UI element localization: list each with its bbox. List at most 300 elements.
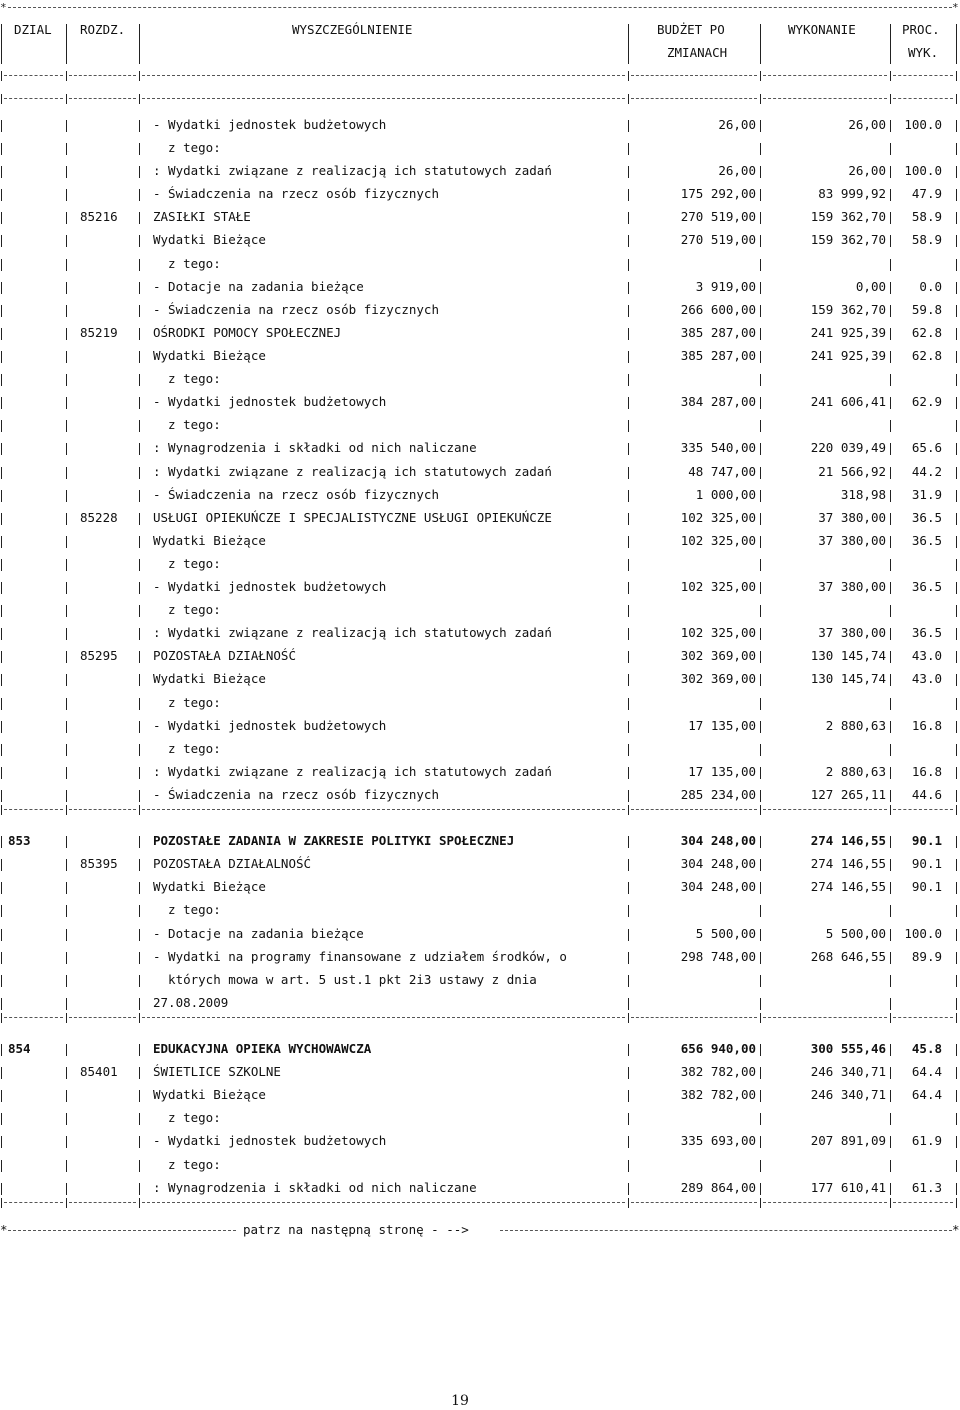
column-divider [890, 305, 891, 317]
column-divider [956, 882, 957, 894]
cell-rozdz: 85219 [80, 325, 118, 340]
cell-proc: 58.9 [911, 209, 942, 224]
column-divider [66, 120, 67, 132]
column-divider [890, 952, 891, 964]
cell-dzial [8, 440, 58, 456]
column-divider [890, 1160, 891, 1172]
column-divider [139, 628, 140, 640]
cell-proc: 43.0 [911, 671, 942, 686]
column-divider [66, 651, 67, 663]
column-divider [628, 1183, 629, 1195]
column-divider [760, 513, 761, 525]
column-divider [956, 374, 957, 386]
column-divider [66, 166, 67, 178]
row-separator [0, 93, 960, 105]
column-divider [890, 351, 891, 363]
cell-rozdz [80, 602, 132, 618]
column-divider [1, 975, 2, 987]
column-divider [956, 1160, 957, 1172]
cell-wykonanie: 246 340,71 [810, 1064, 886, 1079]
cell-dzial [8, 533, 58, 549]
column-divider [890, 443, 891, 455]
column-divider [890, 767, 891, 779]
cell-wykonanie [764, 1110, 886, 1126]
column-divider [628, 1044, 629, 1056]
column-divider [66, 905, 67, 917]
column-divider [1, 71, 2, 81]
column-divider [956, 559, 957, 571]
column-divider [139, 1136, 140, 1148]
column-divider [1, 1183, 2, 1195]
column-divider [66, 374, 67, 386]
cell-proc: 64.4 [911, 1064, 942, 1079]
column-divider [760, 259, 761, 271]
column-divider [139, 975, 140, 987]
cell-opis: Wydatki Bieżące [153, 533, 266, 548]
column-divider [139, 189, 140, 201]
column-divider [1, 282, 2, 294]
cell-dzial [8, 671, 58, 687]
cell-wykonanie [764, 140, 886, 156]
cell-rozdz [80, 949, 132, 965]
column-divider [956, 1136, 957, 1148]
cell-proc [892, 972, 942, 988]
cell-opis: z tego: [153, 417, 221, 432]
cell-proc: 65.6 [911, 440, 942, 455]
cell-opis: POZOSTAŁE ZADANIA W ZAKRESIE POLITYKI SPOŁECZNEJ [153, 833, 515, 848]
header-wykonanie: WYKONANIE [788, 22, 856, 37]
column-divider [956, 1067, 957, 1079]
cell-rozdz [80, 163, 132, 179]
column-divider [956, 605, 957, 617]
column-divider [760, 24, 761, 64]
column-divider [66, 1013, 67, 1023]
column-divider [139, 805, 140, 815]
column-divider [139, 582, 140, 594]
column-divider [139, 836, 140, 848]
column-divider [1, 166, 2, 178]
header-dzial: DZIAL [14, 22, 52, 37]
column-divider [890, 628, 891, 640]
continuation-text: patrz na następną stronę - --> [243, 1222, 469, 1237]
column-divider [66, 1090, 67, 1102]
column-divider [956, 536, 957, 548]
cell-rozdz: 85295 [80, 648, 118, 663]
cell-dzial [8, 140, 58, 156]
column-divider [956, 212, 957, 224]
column-divider [956, 721, 957, 733]
column-divider [956, 744, 957, 756]
column-divider [890, 674, 891, 686]
cell-opis: - Dotacje na zadania bieżące [153, 279, 364, 294]
column-divider [139, 1183, 140, 1195]
column-divider [760, 882, 761, 894]
cell-budzet [632, 1157, 756, 1173]
cell-rozdz [80, 787, 132, 803]
column-divider [1, 1013, 2, 1023]
cell-opis: - Świadczenia na rzecz osób fizycznych [153, 302, 439, 317]
column-divider [139, 1044, 140, 1056]
column-divider [760, 767, 761, 779]
header-rozdz: ROZDZ. [80, 22, 126, 37]
column-divider [628, 559, 629, 571]
cell-wykonanie: 246 340,71 [810, 1087, 886, 1102]
column-divider [956, 467, 957, 479]
cell-dzial: 853 [8, 833, 31, 848]
column-divider [66, 744, 67, 756]
cell-dzial [8, 995, 58, 1011]
column-divider [890, 212, 891, 224]
cell-opis: - Wydatki jednostek budżetowych [153, 394, 387, 409]
column-divider [956, 674, 957, 686]
column-divider [139, 305, 140, 317]
cell-dzial [8, 510, 58, 526]
column-divider [760, 790, 761, 802]
cell-budzet: 335 540,00 [680, 440, 756, 455]
column-divider [628, 166, 629, 178]
cell-rozdz [80, 533, 132, 549]
column-divider [760, 120, 761, 132]
top-border: * * [0, 2, 959, 14]
column-divider [760, 71, 761, 81]
column-divider [760, 420, 761, 432]
cell-budzet: 302 369,00 [680, 671, 756, 686]
cell-budzet: 382 782,00 [680, 1087, 756, 1102]
column-divider [890, 744, 891, 756]
column-divider [1, 859, 2, 871]
column-divider [760, 744, 761, 756]
column-divider [66, 467, 67, 479]
column-divider [890, 905, 891, 917]
column-divider [760, 605, 761, 617]
column-divider [66, 975, 67, 987]
column-divider [628, 1113, 629, 1125]
column-divider [1, 836, 2, 848]
cell-opis: ŚWIETLICE SZKOLNE [153, 1064, 281, 1079]
column-divider [1, 420, 2, 432]
column-divider [66, 582, 67, 594]
cell-rozdz [80, 140, 132, 156]
column-divider [628, 929, 629, 941]
cell-wykonanie [764, 256, 886, 272]
cell-dzial [8, 741, 58, 757]
cell-rozdz [80, 487, 132, 503]
column-divider [139, 1198, 140, 1208]
column-divider [628, 443, 629, 455]
cell-dzial [8, 949, 58, 965]
cell-wykonanie: 274 146,55 [810, 879, 886, 894]
column-divider [760, 1198, 761, 1208]
column-divider [1, 443, 2, 455]
column-divider [139, 790, 140, 802]
cell-proc: 89.9 [911, 949, 942, 964]
cell-budzet: 102 325,00 [680, 579, 756, 594]
column-divider [628, 836, 629, 848]
column-divider [956, 259, 957, 271]
cell-dzial [8, 1133, 58, 1149]
column-divider [139, 1067, 140, 1079]
column-divider [66, 1113, 67, 1125]
cell-rozdz [80, 1041, 132, 1057]
cell-wykonanie [764, 417, 886, 433]
column-divider [760, 328, 761, 340]
cell-opis: z tego: [153, 1110, 221, 1125]
cell-proc: 62.8 [911, 348, 942, 363]
column-divider [760, 674, 761, 686]
cell-proc: 36.5 [911, 579, 942, 594]
cell-proc: 64.4 [911, 1087, 942, 1102]
cell-dzial [8, 464, 58, 480]
cell-budzet: 385 287,00 [680, 325, 756, 340]
column-divider [1, 651, 2, 663]
cell-budzet [632, 256, 756, 272]
column-divider [1, 235, 2, 247]
column-divider [760, 1067, 761, 1079]
column-divider [66, 1067, 67, 1079]
cell-proc: 47.9 [911, 186, 942, 201]
column-divider [66, 998, 67, 1010]
column-divider [760, 1044, 761, 1056]
cell-rozdz [80, 394, 132, 410]
cell-dzial [8, 394, 58, 410]
column-divider [890, 282, 891, 294]
cell-wykonanie: 274 146,55 [810, 833, 886, 848]
cell-rozdz [80, 879, 132, 895]
column-divider [760, 905, 761, 917]
column-divider [628, 467, 629, 479]
column-divider [139, 744, 140, 756]
column-divider [890, 328, 891, 340]
column-divider [1, 259, 2, 271]
cell-opis: OŚRODKI POMOCY SPOŁECZNEJ [153, 325, 342, 340]
column-divider [628, 490, 629, 502]
cell-opis: z tego: [153, 256, 221, 271]
column-divider [1, 189, 2, 201]
column-divider [760, 235, 761, 247]
cell-wykonanie: 268 646,55 [810, 949, 886, 964]
column-divider [628, 536, 629, 548]
column-divider [628, 24, 629, 64]
column-divider [1, 698, 2, 710]
column-divider [628, 767, 629, 779]
cell-rozdz [80, 186, 132, 202]
column-divider [890, 1013, 891, 1023]
cell-wykonanie: 159 362,70 [810, 232, 886, 247]
column-divider [760, 490, 761, 502]
column-divider [139, 374, 140, 386]
cell-opis: Wydatki Bieżące [153, 1087, 266, 1102]
cell-opis: EDUKACYJNA OPIEKA WYCHOWAWCZA [153, 1041, 372, 1056]
cell-opis: - Wydatki jednostek budżetowych [153, 718, 387, 733]
cell-budzet [632, 417, 756, 433]
cell-dzial [8, 117, 58, 133]
column-divider [628, 374, 629, 386]
column-divider [628, 582, 629, 594]
cell-wykonanie: 130 145,74 [810, 671, 886, 686]
cell-budzet: 266 600,00 [680, 302, 756, 317]
header-proc: PROC. [902, 22, 940, 37]
cell-budzet: 298 748,00 [680, 949, 756, 964]
cell-proc [892, 256, 942, 272]
column-divider [628, 189, 629, 201]
column-divider [66, 1044, 67, 1056]
cell-opis: - Wydatki jednostek budżetowych [153, 117, 387, 132]
cell-dzial [8, 232, 58, 248]
column-divider [66, 1136, 67, 1148]
column-divider [66, 605, 67, 617]
column-divider [628, 905, 629, 917]
column-divider [760, 805, 761, 815]
column-divider [956, 767, 957, 779]
cell-wykonanie [764, 695, 886, 711]
cell-rozdz [80, 695, 132, 711]
cell-opis: Wydatki Bieżące [153, 671, 266, 686]
column-divider [628, 859, 629, 871]
cell-proc: 45.8 [911, 1041, 942, 1056]
column-divider [956, 836, 957, 848]
cell-proc [892, 371, 942, 387]
column-divider [1, 559, 2, 571]
cell-wykonanie: 37 380,00 [818, 510, 886, 525]
column-divider [628, 975, 629, 987]
cell-opis: z tego: [153, 695, 221, 710]
cell-rozdz [80, 1157, 132, 1173]
column-divider [760, 651, 761, 663]
column-divider [890, 790, 891, 802]
column-divider [66, 674, 67, 686]
column-divider [139, 71, 140, 81]
column-divider [890, 1067, 891, 1079]
column-divider [66, 351, 67, 363]
column-divider [66, 698, 67, 710]
cell-opis: - Dotacje na zadania bieżące [153, 926, 364, 941]
column-divider [628, 698, 629, 710]
cell-rozdz: 85228 [80, 510, 118, 525]
column-divider [66, 859, 67, 871]
cell-budzet [632, 602, 756, 618]
column-divider [760, 1160, 761, 1172]
column-divider [66, 420, 67, 432]
cell-budzet: 1 000,00 [695, 487, 756, 502]
column-divider [139, 1113, 140, 1125]
column-divider [890, 721, 891, 733]
cell-opis: : Wydatki związane z realizacją ich statutowych zadań [153, 163, 552, 178]
column-divider [760, 397, 761, 409]
column-divider [760, 212, 761, 224]
cell-budzet: 26,00 [718, 117, 756, 132]
column-divider [66, 189, 67, 201]
cell-dzial [8, 1064, 58, 1080]
column-divider [956, 975, 957, 987]
column-divider [66, 24, 67, 64]
cell-rozdz [80, 902, 132, 918]
cell-rozdz [80, 348, 132, 364]
column-divider [956, 305, 957, 317]
column-divider [1, 721, 2, 733]
column-divider [66, 94, 67, 104]
column-divider [890, 1198, 891, 1208]
header-budzet: BUDŻET PO [657, 22, 725, 37]
column-divider [628, 882, 629, 894]
column-divider [890, 1136, 891, 1148]
column-divider [628, 952, 629, 964]
cell-wykonanie: 207 891,09 [810, 1133, 886, 1148]
column-divider [890, 374, 891, 386]
cell-budzet [632, 972, 756, 988]
column-divider [628, 71, 629, 81]
cell-opis: POZOSTAŁA DZIAŁNOŚĆ [153, 648, 296, 663]
column-divider [890, 71, 891, 81]
column-divider [956, 790, 957, 802]
cell-wykonanie: 2 880,63 [825, 718, 886, 733]
cell-budzet: 26,00 [718, 163, 756, 178]
cell-wykonanie: 130 145,74 [810, 648, 886, 663]
column-divider [760, 998, 761, 1010]
column-divider [956, 397, 957, 409]
cell-opis: : Wydatki związane z realizacją ich statutowych zadań [153, 764, 552, 779]
column-divider [760, 351, 761, 363]
column-divider [890, 605, 891, 617]
column-divider [890, 536, 891, 548]
column-divider [956, 1013, 957, 1023]
column-divider [1, 674, 2, 686]
column-divider [628, 605, 629, 617]
column-divider [139, 143, 140, 155]
cell-rozdz [80, 556, 132, 572]
cell-wykonanie [764, 995, 886, 1011]
column-divider [628, 1013, 629, 1023]
cell-dzial [8, 1087, 58, 1103]
cell-budzet: 385 287,00 [680, 348, 756, 363]
column-divider [760, 929, 761, 941]
column-divider [1, 905, 2, 917]
column-divider [66, 767, 67, 779]
column-divider [890, 490, 891, 502]
column-divider [139, 721, 140, 733]
column-divider [66, 235, 67, 247]
cell-proc: 61.3 [911, 1180, 942, 1195]
cell-wykonanie: 300 555,46 [810, 1041, 886, 1056]
cell-opis: z tego: [153, 140, 221, 155]
cell-budzet: 175 292,00 [680, 186, 756, 201]
cell-wykonanie: 0,00 [855, 279, 886, 294]
column-divider [1, 952, 2, 964]
column-divider [760, 1013, 761, 1023]
column-divider [628, 998, 629, 1010]
column-divider [956, 1183, 957, 1195]
cell-opis: : Wynagrodzenia i składki od nich naliczane [153, 1180, 477, 1195]
column-divider [1, 374, 2, 386]
column-divider [956, 143, 957, 155]
column-divider [139, 698, 140, 710]
column-divider [1, 212, 2, 224]
column-divider [628, 628, 629, 640]
column-divider [628, 351, 629, 363]
column-divider [890, 467, 891, 479]
column-divider [139, 513, 140, 525]
column-divider [760, 1136, 761, 1148]
column-divider [1, 929, 2, 941]
cell-budzet: 304 248,00 [680, 833, 756, 848]
cell-dzial [8, 209, 58, 225]
column-divider [1, 513, 2, 525]
cell-budzet [632, 995, 756, 1011]
column-divider [628, 120, 629, 132]
column-divider [890, 805, 891, 815]
column-divider [628, 674, 629, 686]
column-divider [139, 905, 140, 917]
cell-dzial [8, 325, 58, 341]
